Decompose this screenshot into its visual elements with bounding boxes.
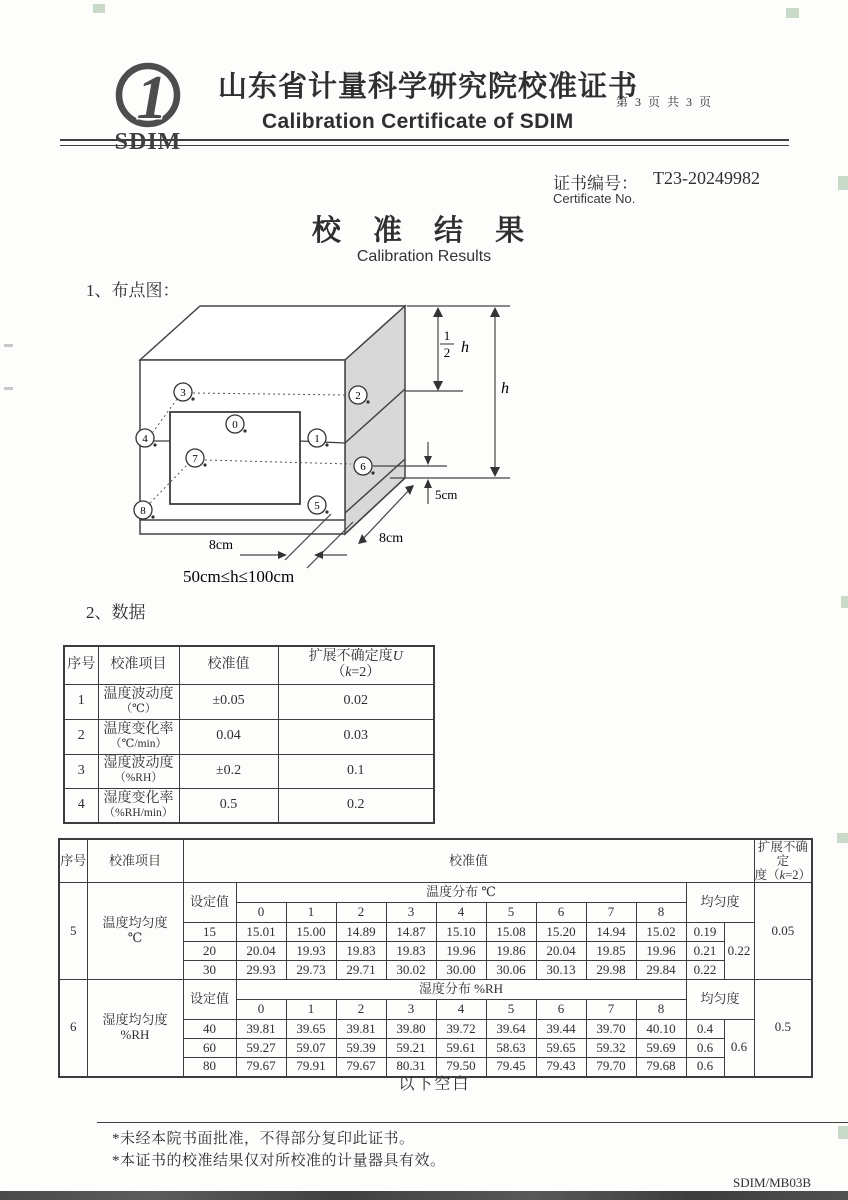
- certificate-number: T23-20249982: [653, 168, 760, 188]
- cell: 4: [436, 903, 486, 923]
- uncertainty-symbol: U: [392, 649, 403, 665]
- scan-artifact: [837, 833, 848, 843]
- cell: 15.10: [436, 923, 486, 942]
- header-cell: 序号: [64, 646, 98, 684]
- cell: 29.84: [636, 961, 686, 980]
- scan-artifact: [786, 8, 799, 18]
- cell: [87, 980, 183, 1077]
- cell: 7: [586, 1000, 636, 1020]
- form-number: SDIM/MB03B: [733, 1175, 812, 1190]
- cell: 4: [64, 788, 98, 823]
- header-cell: 序号: [59, 839, 87, 883]
- cell: 59.07: [286, 1039, 336, 1058]
- cell: 39.72: [436, 1020, 486, 1039]
- dim-8cm-side-label: 8cm: [379, 531, 404, 546]
- table-row: [59, 883, 812, 903]
- certificate-no-label-cn: 证书编号：: [553, 174, 638, 193]
- cell: [98, 788, 179, 823]
- cell: 79.70: [586, 1058, 636, 1077]
- cell: 30: [183, 961, 236, 980]
- cell: [87, 883, 183, 980]
- cell: 15.01: [236, 923, 286, 942]
- item-name: 湿度均匀度: [102, 1012, 168, 1028]
- cell: 59.61: [436, 1039, 486, 1058]
- frac-numerator: 1: [443, 328, 451, 343]
- cell: 58.63: [486, 1039, 536, 1058]
- header-cell: [278, 646, 434, 684]
- item-unit: （℃/min）: [110, 737, 167, 750]
- item-unit: （%RH）: [114, 772, 163, 785]
- table-row: [64, 684, 434, 719]
- section2-heading: 2、数据: [86, 603, 146, 622]
- results-title-en: Calibration Results: [356, 248, 492, 265]
- point-4: 4: [142, 433, 148, 445]
- chamber-box: [140, 306, 405, 534]
- cell: 0: [236, 1000, 286, 1020]
- k-rest: =2）: [785, 868, 812, 882]
- header-rule: [60, 139, 789, 146]
- cell: 30.02: [386, 961, 436, 980]
- cell: 79.45: [486, 1058, 536, 1077]
- cell: [98, 719, 179, 754]
- table-row: [64, 754, 434, 788]
- table-row: [59, 980, 812, 1000]
- cell: 19.85: [586, 942, 636, 961]
- summary-table: [63, 645, 435, 824]
- cell: 39.44: [536, 1020, 586, 1039]
- item-name: 温度均匀度: [102, 915, 168, 931]
- scan-artifact: [93, 4, 105, 13]
- cell: ±0.05: [179, 684, 278, 719]
- cell: 0.21: [686, 942, 724, 961]
- cell: 0.22: [724, 923, 754, 980]
- k-symbol: k: [345, 665, 352, 681]
- cell: 均匀度: [686, 883, 754, 923]
- cell: 20.04: [236, 942, 286, 961]
- point-layout-diagram: [95, 292, 575, 592]
- results-title-cn: 校 准 结 果: [311, 215, 537, 247]
- cell: 15.02: [636, 923, 686, 942]
- frac-denominator: 2: [443, 345, 451, 360]
- uncertainty-label: 扩展不确定: [757, 840, 808, 868]
- cell: 0.03: [278, 719, 434, 754]
- cell: 79.91: [286, 1058, 336, 1077]
- cell: 19.93: [286, 942, 336, 961]
- footer-note-1: *未经本院书面批准，不得部分复印此证书。: [112, 1131, 415, 1147]
- cell: 59.39: [336, 1039, 386, 1058]
- cell: 39.65: [286, 1020, 336, 1039]
- header-cell: 校准项目: [87, 839, 183, 883]
- cell: 80.31: [386, 1058, 436, 1077]
- cell: 59.65: [536, 1039, 586, 1058]
- item-unit: %RH: [120, 1026, 150, 1042]
- cell: 0.19: [686, 923, 724, 942]
- point-2: 2: [355, 390, 361, 402]
- cell: 6: [536, 903, 586, 923]
- cell: 14.94: [586, 923, 636, 942]
- cell: 14.89: [336, 923, 386, 942]
- scan-edge-band: [0, 1191, 848, 1200]
- item-name: 温度变化率: [103, 721, 174, 737]
- uniformity-table: [58, 838, 813, 1078]
- cell: 0.4: [686, 1020, 724, 1039]
- point-0: 0: [232, 419, 238, 431]
- logo-digit: 1: [136, 64, 168, 132]
- cell: 40.10: [636, 1020, 686, 1039]
- cell: 2: [336, 903, 386, 923]
- footer-note-2: *本证书的校准结果仅对所校准的计量器具有效。: [112, 1153, 446, 1169]
- cell: 15.00: [286, 923, 336, 942]
- cell: 15.20: [536, 923, 586, 942]
- footer-rule: [97, 1122, 848, 1123]
- cell: 39.70: [586, 1020, 636, 1039]
- cell: 0.22: [686, 961, 724, 980]
- certificate-no-label-en: Certificate No.: [553, 191, 636, 206]
- cell: 3: [386, 1000, 436, 1020]
- cell: 19.96: [636, 942, 686, 961]
- cell: 8: [636, 1000, 686, 1020]
- cell: 19.83: [386, 942, 436, 961]
- section1-heading: 1、布点图：: [86, 281, 180, 300]
- logo-text: SDIM: [114, 129, 182, 155]
- cell: 19.86: [486, 942, 536, 961]
- k-rest: =2）: [351, 665, 381, 681]
- cell: 3: [64, 754, 98, 788]
- table-row: [64, 646, 434, 684]
- cell: 30.00: [436, 961, 486, 980]
- cell: 2: [336, 1000, 386, 1020]
- blank-below-note: 以下空白: [398, 1076, 471, 1093]
- cell: 0.02: [278, 684, 434, 719]
- k-open: （: [331, 665, 346, 681]
- cell: 0: [236, 903, 286, 923]
- point-3: 3: [180, 387, 186, 399]
- cell: 15.08: [486, 923, 536, 942]
- cell: 1: [286, 903, 336, 923]
- cell: 0.05: [754, 883, 812, 980]
- dim-8cm-front-label: 8cm: [208, 538, 233, 553]
- cell: 均匀度: [686, 980, 754, 1020]
- cell: 79.67: [336, 1058, 386, 1077]
- cell: 5: [486, 1000, 536, 1020]
- table-row: [64, 719, 434, 754]
- item-name: 湿度波动度: [103, 756, 174, 772]
- cell: 0.6: [724, 1020, 754, 1077]
- cell: 79.68: [636, 1058, 686, 1077]
- cell: 15: [183, 923, 236, 942]
- cell: 4: [436, 1000, 486, 1020]
- point-5: 5: [314, 500, 320, 512]
- cell: 59.27: [236, 1039, 286, 1058]
- cell: 39.81: [236, 1020, 286, 1039]
- dim-5cm-label: 5cm: [435, 487, 458, 502]
- height-range-label: 50cm≤h≤100cm: [183, 567, 295, 586]
- cell: 6: [536, 1000, 586, 1020]
- point-7: 7: [192, 453, 198, 465]
- cell: 0.6: [686, 1058, 724, 1077]
- cell: 19.83: [336, 942, 386, 961]
- certificate-title-en: Calibration Certificate of SDIM: [262, 110, 574, 133]
- table-row: [64, 788, 434, 823]
- item-unit: （℃）: [120, 702, 157, 715]
- cell: ±0.2: [179, 754, 278, 788]
- cell: 29.98: [586, 961, 636, 980]
- item-unit: ℃: [127, 930, 143, 945]
- cell: 5: [59, 883, 87, 980]
- cell: 0.6: [686, 1039, 724, 1058]
- certificate-title-cn: 山东省计量科学研究院校准证书: [218, 71, 639, 103]
- cell: 设定值: [183, 883, 236, 923]
- scan-artifact: [838, 1126, 848, 1139]
- cell: 79.43: [536, 1058, 586, 1077]
- cell: 59.32: [586, 1039, 636, 1058]
- cell: 59.21: [386, 1039, 436, 1058]
- header-cell: 校准值: [183, 839, 754, 883]
- cell: 5: [486, 903, 536, 923]
- scan-artifact: [838, 176, 848, 190]
- cell: [98, 684, 179, 719]
- cell: 0.04: [179, 719, 278, 754]
- cell: [98, 754, 179, 788]
- cell: 6: [59, 980, 87, 1077]
- table-row: [59, 839, 812, 883]
- cell: 20.04: [536, 942, 586, 961]
- scan-artifact: [4, 344, 13, 347]
- cell: 3: [386, 903, 436, 923]
- cell: 湿度分布 %RH: [236, 980, 686, 1000]
- cell: 0.2: [278, 788, 434, 823]
- cell: 0.5: [179, 788, 278, 823]
- point-8: 8: [140, 505, 146, 517]
- cell: 60: [183, 1039, 236, 1058]
- header-cell: 校准项目: [98, 646, 179, 684]
- cell: 59.69: [636, 1039, 686, 1058]
- cell: 0.1: [278, 754, 434, 788]
- cell: 30.13: [536, 961, 586, 980]
- height-label: h: [501, 380, 509, 397]
- header-cell: 校准值: [179, 646, 278, 684]
- scan-artifact: [4, 387, 13, 390]
- item-unit: （%RH/min）: [103, 806, 174, 819]
- header-cell: [754, 839, 812, 883]
- cell: 79.67: [236, 1058, 286, 1077]
- cell: 7: [586, 903, 636, 923]
- cell: 79.50: [436, 1058, 486, 1077]
- cell: 80: [183, 1058, 236, 1077]
- cell: 温度分布 ℃: [236, 883, 686, 903]
- frac-variable: h: [461, 339, 469, 356]
- point-6: 6: [360, 461, 366, 473]
- k-symbol: k: [779, 868, 786, 882]
- item-name: 温度波动度: [103, 686, 174, 702]
- cell: 29.93: [236, 961, 286, 980]
- cell: 39.81: [336, 1020, 386, 1039]
- page-info: 第 3 页 共 3 页: [616, 95, 714, 109]
- scan-artifact: [841, 596, 848, 608]
- cell: 14.87: [386, 923, 436, 942]
- item-name: 湿度变化率: [103, 790, 174, 806]
- point-1: 1: [314, 433, 320, 445]
- cell: 1: [286, 1000, 336, 1020]
- cell: 30.06: [486, 961, 536, 980]
- cell: 8: [636, 903, 686, 923]
- cell: 40: [183, 1020, 236, 1039]
- k-open: 度（: [754, 868, 780, 882]
- cell: 20: [183, 942, 236, 961]
- cell: 19.96: [436, 942, 486, 961]
- cell: 0.5: [754, 980, 812, 1077]
- cell: 39.64: [486, 1020, 536, 1039]
- cell: 39.80: [386, 1020, 436, 1039]
- cell: 2: [64, 719, 98, 754]
- cell: 设定值: [183, 980, 236, 1020]
- uncertainty-label: 扩展不确定度: [308, 649, 393, 665]
- cell: 1: [64, 684, 98, 719]
- cell: 29.71: [336, 961, 386, 980]
- cell: 29.73: [286, 961, 336, 980]
